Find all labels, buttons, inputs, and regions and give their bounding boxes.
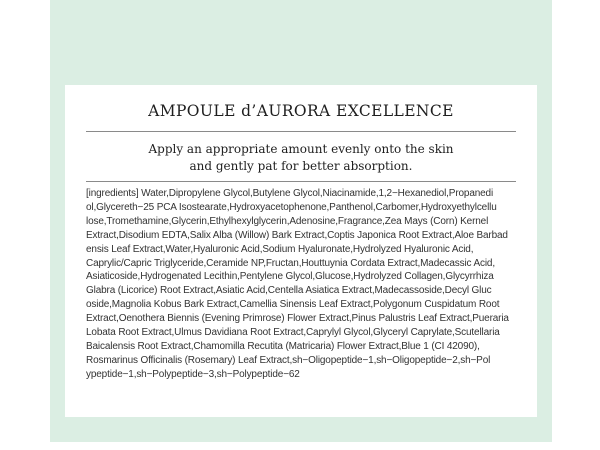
ingredients-list: [86, 187, 516, 382]
ingredients-line: Extract,Disodium EDTA,Salix Alba (Willow) Bark Extract,Coptis Japonica Root Extract,Aloe Barbad: [86, 229, 508, 241]
ingredients-line: Asiaticoside,Hydrogenated Lecithin,Pentylene Glycol,Glucose,Hydrolyzed Collagen,Glycyrrhiza: [86, 271, 494, 283]
ingredients-line: Baicalensis Root Extract,Chamomilla Recutita (Matricaria) Flower Extract,Blue 1 (CI 42090),: [86, 340, 480, 352]
ingredients-line: Lobata Root Extract,Ulmus Davidiana Root Extract,Caprylyl Glycol,Glyceryl Caprylate,Scutellaria: [86, 327, 500, 339]
ingredients-line: ensis Leaf Extract,Water,Hyaluronic Acid,Sodium Hyaluronate,Hydrolyzed Hyaluronic Acid,: [86, 243, 474, 255]
ingredients-line: Extract,Oenothera Biennis (Evening Primrose) Flower Extract,Pinus Palustris Leaf Extract,Pueraria: [86, 313, 509, 325]
ingredients-line: [ingredients] Water,Dipropylene Glycol,Butylene Glycol,Niacinamide,1,2−Hexanediol,Propanedi: [86, 188, 494, 199]
ingredients-line: Caprylic/Capric Triglyceride,Ceramide NP,Fructan,Houttuynia Cordata Extract,Madecassic Acid,: [86, 257, 495, 269]
ingredients-line: ol,Glycereth−25 PCA Isostearate,Hydroxyacetophenone,Panthenol,Carbomer,Hydroxyethylcellu: [86, 201, 497, 213]
ingredients-line: ypeptide−1,sh−Polypeptide−3,sh−Polypeptide−62: [86, 368, 300, 380]
ingredients-line: oside,Magnolia Kobus Bark Extract,Camellia Sinensis Leaf Extract,Polygonum Cuspidatum Root: [86, 299, 500, 311]
top-divider: [86, 131, 516, 132]
ingredients-line: lose,Tromethamine,Glycerin,Ethylhexylglycerin,Adenosine,Fragrance,Zea Mays (Corn) Kernel: [86, 215, 489, 227]
product-label-card: [65, 85, 537, 417]
instruction-line: Apply an appropriate amount evenly onto the skin: [148, 142, 454, 156]
instruction-line: and gently pat for better absorption.: [189, 159, 413, 173]
ingredients-line: Glabra (Licorice) Root Extract,Asiatic Acid,Centella Asiatica Extract,Madecassoside,Decyl Gluc: [86, 285, 492, 297]
ingredients-line: Rosmarinus Officinalis (Rosemary) Leaf Extract,sh−Oligopeptide−1,sh−Oligopeptide−2,sh−Pol: [86, 354, 491, 366]
usage-instructions: [65, 141, 537, 175]
product-title: AMPOULE d’AURORA EXCELLENCE: [148, 102, 454, 120]
bottom-divider: [86, 181, 516, 182]
